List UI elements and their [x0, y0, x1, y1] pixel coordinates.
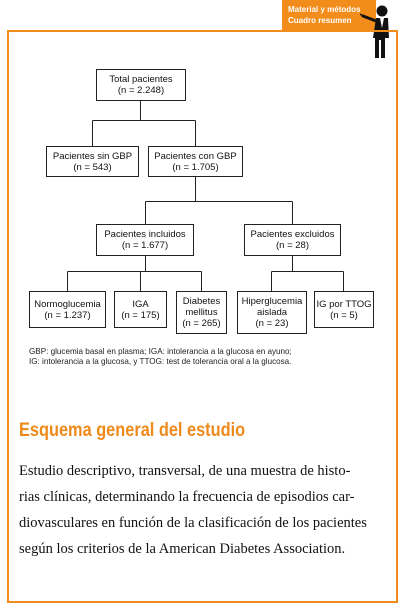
node-pacientes-incluidos-label: Pacientes incluidos — [104, 229, 186, 240]
node-pacientes-con-gbp — [148, 146, 243, 177]
node-pacientes-incluidos — [96, 224, 194, 256]
node-pacientes-sin-gbp — [46, 146, 139, 177]
node-diabetes-count: (n = 265) — [182, 318, 221, 329]
node-diabetes-mellitus — [176, 291, 227, 334]
node-normoglucemia — [29, 291, 106, 328]
diagram-footnote — [29, 347, 389, 367]
node-normoglucemia-label: Normoglucemia — [34, 298, 101, 310]
section-tab-subtitle: Cuadro resumen — [288, 16, 352, 25]
node-pacientes-excluidos-count: (n = 28) — [275, 240, 309, 251]
node-hiperglucemia-aislada — [237, 291, 307, 334]
footnote-line-2: IG: intolerancia a la glucosa, y TTOG: test de tolerancia oral a la glucosa. — [29, 357, 292, 366]
node-total-pacientes-label: Total pacientes — [109, 74, 173, 85]
node-diabetes-label-line1: Diabetes — [182, 296, 221, 307]
body-line-2: rias clínicas, determinando la frecuencia de episodios car- — [19, 489, 355, 505]
node-diabetes-label-line2: mellitus — [185, 307, 218, 318]
node-pacientes-excluidos — [244, 224, 341, 256]
body-line-4: según los criterios de la American Diabetes Association. — [19, 541, 346, 557]
node-pacientes-excluidos-label: Pacientes excluidos — [250, 229, 335, 240]
node-iga-count: (n = 175) — [121, 309, 160, 321]
body-line-1: Estudio descriptivo, transversal, de una muestra de histo- — [19, 463, 351, 479]
node-pacientes-con-gbp-label: Pacientes con GBP — [154, 150, 237, 162]
node-pacientes-incluidos-count: (n = 1.677) — [121, 240, 169, 251]
node-iga — [114, 291, 167, 328]
node-hiperglucemia-label-line1: Hiperglucemia — [241, 296, 303, 307]
footnote-line-1: GBP: glucemia basal en plasma; IGA: intolerancia a la glucosa en ayuno; — [29, 347, 292, 356]
node-ig-por-ttog-count: (n = 5) — [330, 309, 358, 321]
node-ig-por-ttog-label: IG por TTOG — [316, 298, 372, 310]
node-iga-label: IGA — [132, 298, 149, 310]
node-total-pacientes-count: (n = 2.248) — [117, 85, 165, 96]
node-pacientes-sin-gbp-label: Pacientes sin GBP — [52, 150, 133, 162]
node-pacientes-con-gbp-count: (n = 1.705) — [172, 161, 219, 173]
node-pacientes-sin-gbp-count: (n = 543) — [73, 161, 112, 173]
section-heading: Esquema general del estudio — [19, 420, 246, 441]
node-total-pacientes — [96, 69, 186, 101]
node-normoglucemia-count: (n = 1.237) — [44, 309, 91, 321]
node-hiperglucemia-count: (n = 23) — [255, 318, 289, 329]
section-tab-title: Material y métodos — [288, 5, 361, 14]
section-body — [19, 458, 389, 562]
node-ig-por-ttog — [314, 291, 374, 328]
body-line-3: diovasculares en función de la clasificación de los pacientes — [19, 515, 367, 531]
node-hiperglucemia-label-line2: aislada — [256, 307, 288, 318]
